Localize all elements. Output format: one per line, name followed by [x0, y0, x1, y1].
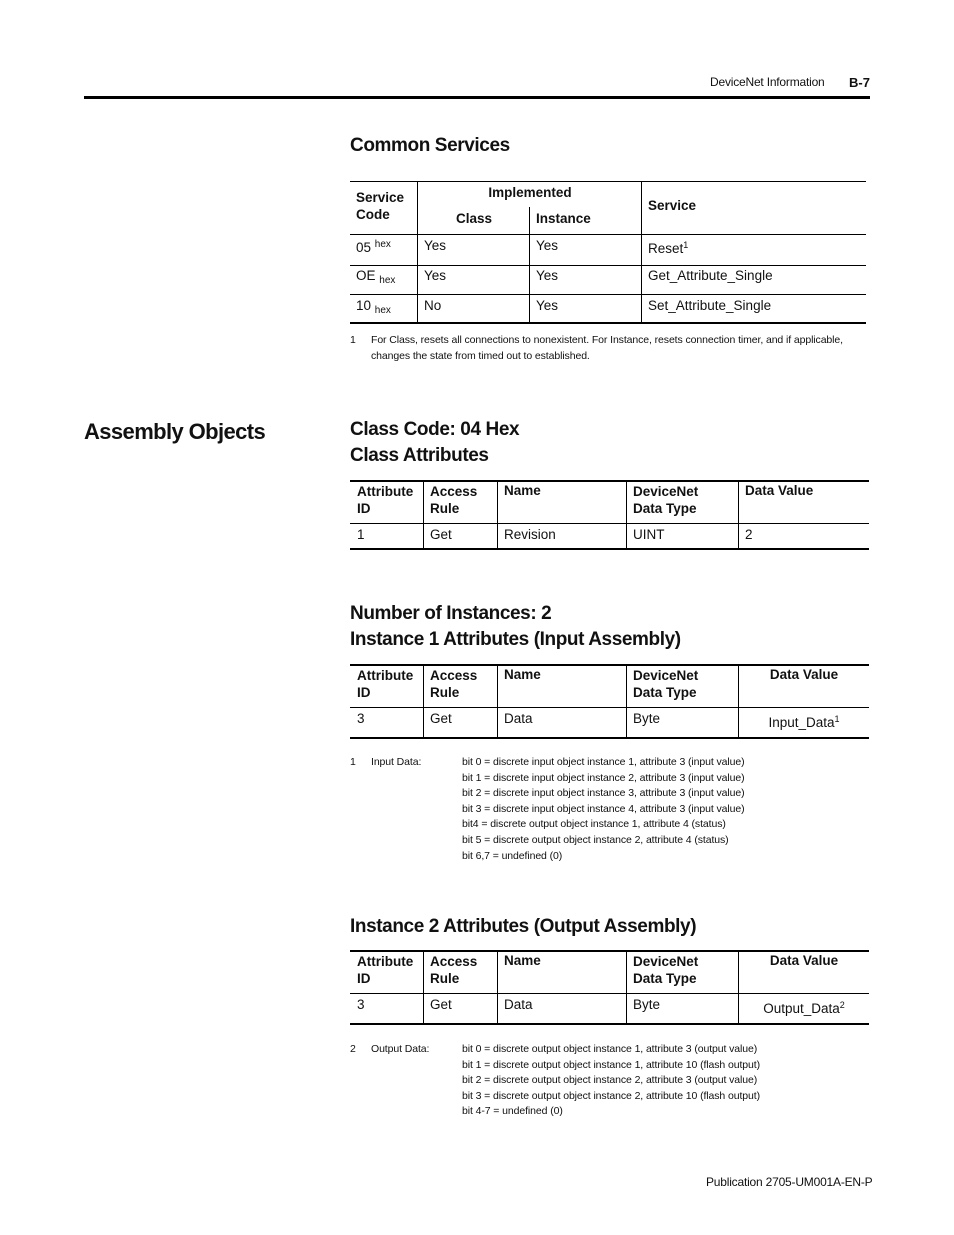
instance-1-table: [350, 664, 869, 740]
class-cell: Yes: [424, 268, 447, 283]
footnote-label: Input Data:: [371, 756, 422, 768]
footnote-number: 2: [350, 1043, 356, 1055]
common-services-heading: Common Services: [350, 135, 510, 156]
instance-cell: Yes: [536, 238, 559, 253]
th-data-value: Data Value: [769, 953, 839, 968]
th-data-value: Data Value: [769, 667, 839, 682]
th-implemented: Implemented: [488, 185, 572, 200]
footnote-lines: bit 0 = discrete output object instance 1, attribute 3 (output value) bit 1 = discrete output object instance 1, attribute 10 (flash output) bit 2 = discrete output object instance 2, attribute 3 (output value) bit 3 = discrete output object instance 2, attribute 10 (flash output) bit 4-7 = undefined (0): [462, 1043, 760, 1118]
page-number: B-7: [849, 75, 870, 90]
service-code-cell: 10 $_{hex}$: [356, 298, 391, 316]
instance-2-heading: Instance 2 Attributes (Output Assembly): [350, 916, 697, 937]
class-attributes-table: [350, 480, 869, 552]
data-type-cell: Byte: [633, 711, 661, 726]
th-attribute-id: Attribute ID: [357, 954, 414, 986]
access-rule-cell: Get: [430, 997, 452, 1012]
footnote-text: For Class, resets all connections to nonexistent. For Instance, resets connection timer, and if applicable, changes the state from timed out to established.: [371, 334, 843, 362]
footnote-lines: bit 0 = discrete input object instance 1, attribute 3 (input value) bit 1 = discrete input object instance 2, attribute 3 (input value) bit 2 = discrete input object instance 3, attribute 3 (input value) bit 3 = discrete input object instance 4, attribute 3 (input value) bit4 = discrete output object instance 1, attribute 4 (status) bit 5 = discrete output object instance 2, attribute 4 (status) bit 6,7 = undefined (0): [462, 756, 745, 862]
class-attributes-heading: Class Attributes: [350, 445, 489, 466]
running-header-section: DeviceNet Information: [710, 75, 825, 89]
data-value-cell: Input_Data$^1$: [768, 714, 840, 730]
footnote-number: 1: [350, 756, 356, 768]
th-service: Service: [648, 198, 697, 213]
th-data-type: DeviceNet Data Type: [633, 668, 699, 700]
class-cell: No: [424, 298, 442, 313]
th-attribute-id: Attribute ID: [357, 484, 414, 516]
instance-cell: Yes: [536, 268, 559, 283]
service-code-cell: 05 $^{hex}$: [356, 239, 391, 255]
th-data-type: DeviceNet Data Type: [633, 954, 699, 986]
attribute-id-cell: 1: [357, 527, 365, 542]
instance-cell: Yes: [536, 298, 559, 313]
class-code-heading: Class Code: 04 Hex: [350, 419, 520, 440]
footnote-label: Output Data:: [371, 1043, 430, 1055]
th-service-code: Service Code: [356, 190, 405, 222]
attribute-id-cell: 3: [357, 997, 365, 1012]
th-name: Name: [504, 667, 541, 682]
data-type-cell: UINT: [633, 527, 665, 542]
number-of-instances-heading: Number of Instances: 2: [350, 603, 552, 624]
service-cell: Reset$^1$: [648, 240, 689, 256]
name-cell: Data: [504, 711, 533, 726]
th-data-value: Data Value: [745, 483, 814, 498]
header-rule: [84, 96, 870, 99]
service-cell: Set_Attribute_Single: [648, 298, 772, 313]
class-cell: Yes: [424, 238, 447, 253]
th-attribute-id: Attribute ID: [357, 668, 414, 700]
th-instance: Instance: [536, 211, 591, 226]
data-value-cell: 2: [745, 527, 753, 542]
service-cell: Get_Attribute_Single: [648, 268, 773, 283]
access-rule-cell: Get: [430, 711, 452, 726]
instance-2-table: [350, 950, 869, 1026]
th-name: Name: [504, 953, 541, 968]
th-access-rule: Access Rule: [430, 668, 478, 700]
data-type-cell: Byte: [633, 997, 661, 1012]
attribute-id-cell: 3: [357, 711, 365, 726]
name-cell: Revision: [504, 527, 556, 542]
access-rule-cell: Get: [430, 527, 452, 542]
footnote-number: 1: [350, 334, 356, 346]
th-data-type: DeviceNet Data Type: [633, 484, 699, 516]
assembly-objects-heading: Assembly Objects: [84, 419, 266, 444]
th-access-rule: Access Rule: [430, 954, 478, 986]
th-access-rule: Access Rule: [430, 484, 478, 516]
th-class: Class: [456, 211, 493, 226]
instance-1-heading: Instance 1 Attributes (Input Assembly): [350, 629, 681, 650]
data-value-cell: Output_Data$^2$: [763, 1000, 845, 1016]
name-cell: Data: [504, 997, 533, 1012]
th-name: Name: [504, 483, 541, 498]
publication-number: Publication 2705-UM001A-EN-P: [706, 1175, 873, 1189]
service-code-cell: OE $_{hex}$: [356, 268, 396, 286]
